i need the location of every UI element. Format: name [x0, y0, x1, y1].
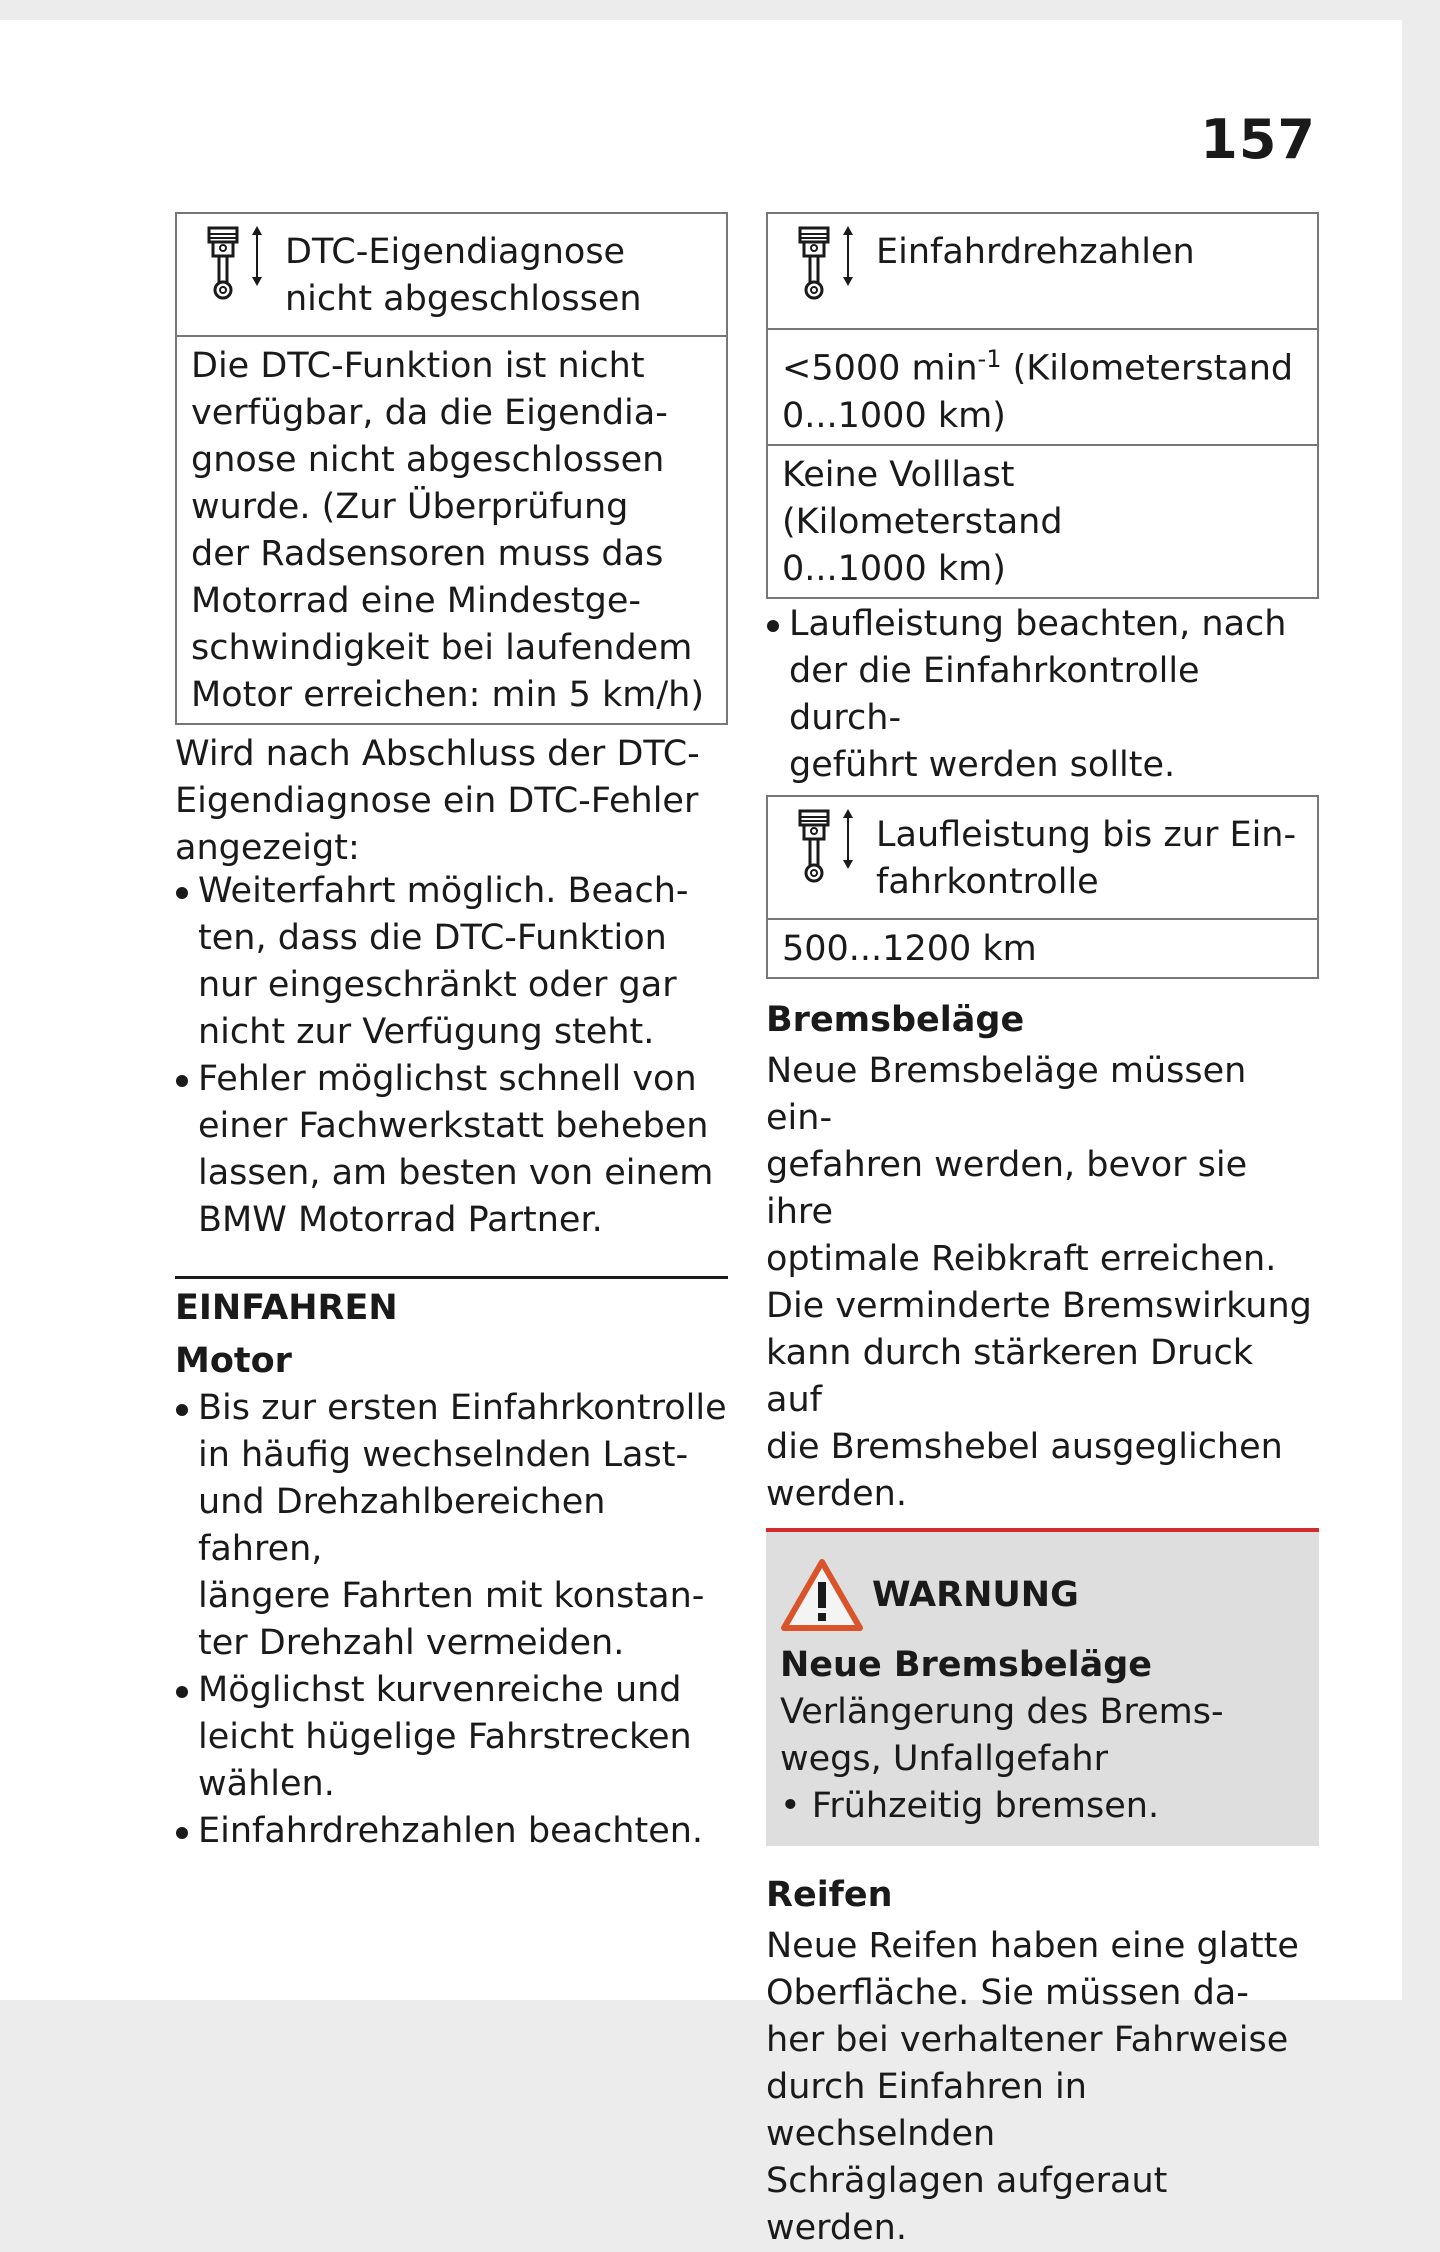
warning-title: WARNUNG	[872, 1574, 1079, 1615]
manual-page	[0, 20, 1402, 2248]
warning-header	[780, 1558, 1305, 1632]
bullet-line: nur eingeschränkt oder gar	[198, 965, 677, 1005]
dtc-body-line: verfügbar, da die Eigendia-	[191, 393, 668, 433]
paragraph-line: Schräglagen aufgeraut werden.	[766, 2160, 1168, 2248]
rpm-row-load	[768, 444, 1317, 597]
bullet-line: in häufig wechselnden Last-	[198, 1435, 689, 1475]
bullet-item	[766, 601, 1319, 789]
dtc-body-line: Die DTC-Funktion ist nicht	[191, 346, 645, 386]
bullet-line: BMW Motorrad Partner.	[198, 1200, 603, 1240]
paragraph-line: optimale Reibkraft erreichen.	[766, 1238, 1277, 1279]
warning-text-line: wegs, Unfallgefahr	[780, 1738, 1108, 1779]
paragraph-line: durch Einfahren in wechselnden	[766, 2066, 1087, 2154]
paragraph-line: die Bremshebel ausgeglichen	[766, 1426, 1283, 1467]
dtc-error-intro	[175, 731, 728, 872]
bullet-line: längere Fahrten mit konstan-	[198, 1576, 705, 1616]
bullet-line: leicht hügelige Fahrstrecken	[198, 1717, 692, 1757]
bullet-line: Fehler möglichst schnell von	[198, 1059, 697, 1099]
dtc-title-line-1: DTC-Eigendiagnose	[285, 232, 626, 272]
section-divider	[175, 1276, 728, 1279]
bullet-line: Weiterfahrt möglich. Beach-	[198, 871, 689, 911]
dtc-body-line: Motor erreichen: min 5 km/h)	[191, 675, 705, 715]
dtc-status-table	[175, 212, 728, 725]
dtc-table-body	[177, 337, 726, 723]
mileage-table-header	[768, 797, 1317, 920]
rpm-table-title: Einfahrdrehzahlen	[876, 232, 1195, 272]
paragraph-line: gefahren werden, bevor sie ihre	[766, 1144, 1248, 1232]
bullet-line: Laufleistung beachten, nach	[789, 603, 1287, 644]
subheading-motor: Motor	[175, 1341, 292, 1381]
rpm-row-limit	[768, 330, 1317, 444]
bullet-line: lassen, am besten von einem	[198, 1153, 714, 1193]
bullet-line: wählen.	[198, 1764, 335, 1804]
mileage-title-line: fahrkontrolle	[876, 861, 1099, 902]
bullet-line: geführt werden sollte.	[789, 744, 1176, 785]
bullet-item	[175, 1667, 728, 1808]
dtc-body-line: der Radsensoren muss das	[191, 534, 664, 574]
dtc-title-line-2: nicht abgeschlossen	[285, 279, 642, 319]
paragraph-line: Neue Bremsbeläge müssen ein-	[766, 1050, 1247, 1138]
rpm-table	[766, 212, 1319, 599]
left-column	[175, 212, 728, 1855]
rpm-row-line	[782, 336, 1305, 393]
tires-paragraph	[766, 1923, 1319, 2252]
bullet-item	[175, 1808, 728, 1855]
bullet-item	[175, 1385, 728, 1667]
section-heading-einfahren: EINFAHREN	[175, 1288, 398, 1328]
bullet-line: Bis zur ersten Einfahrkontrolle	[198, 1388, 727, 1428]
rpm-value: <5000 min	[782, 348, 978, 389]
bullet-line: ter Drehzahl vermeiden.	[198, 1623, 625, 1663]
bullet-line: nicht zur Verfügung steht.	[198, 1012, 655, 1052]
paragraph-line: kann durch stärkeren Druck auf	[766, 1332, 1254, 1420]
bullet-line: Möglichst kurvenreiche und	[198, 1670, 682, 1710]
warning-action: • Frühzeitig bremsen.	[780, 1785, 1160, 1826]
intro-line: Eigendiagnose ein DTC-Fehler	[175, 781, 699, 821]
rpm-row-line: 0...1000 km)	[782, 548, 1006, 589]
rpm-row-line: Keine Volllast (Kilometerstand	[782, 454, 1063, 542]
right-column	[766, 212, 1319, 2252]
rpm-row-line: 0...1000 km)	[782, 395, 1006, 436]
subheading-bremsbelaege: Bremsbeläge	[766, 999, 1025, 1040]
engine-piston-icon	[796, 809, 866, 885]
bullet-line: ten, dass die DTC-Funktion	[198, 918, 667, 958]
dtc-body-line: wurde. (Zur Überprüfung	[191, 487, 629, 527]
warning-box	[766, 1528, 1319, 1846]
rpm-exponent: -1	[977, 345, 1002, 373]
intro-line: angezeigt:	[175, 828, 360, 868]
brakes-paragraph	[766, 1048, 1319, 1518]
engine-piston-icon	[205, 226, 275, 302]
engine-piston-icon	[796, 226, 866, 302]
bullet-line: Einfahrdrehzahlen beachten.	[198, 1811, 704, 1851]
subheading-reifen: Reifen	[766, 1874, 893, 1915]
rpm-table-header	[768, 214, 1317, 330]
dtc-table-header	[177, 214, 726, 337]
paragraph-line: Neue Reifen haben eine glatte	[766, 1925, 1299, 1966]
dtc-body-line: schwindigkeit bei laufendem	[191, 628, 693, 668]
warning-text	[780, 1689, 1305, 1830]
rpm-condition: (Kilometerstand	[1001, 348, 1294, 389]
warning-subtitle: Neue Bremsbeläge	[780, 1644, 1153, 1685]
warning-text-line: Verlängerung des Brems-	[780, 1691, 1224, 1732]
dtc-body-line: gnose nicht abgeschlossen	[191, 440, 665, 480]
mileage-bullet	[766, 601, 1319, 789]
paragraph-line: werden.	[766, 1473, 907, 1514]
page-number: 157	[1200, 108, 1316, 171]
dtc-error-bullets	[175, 868, 728, 1244]
warning-triangle-icon	[780, 1558, 864, 1632]
bullet-item	[175, 1056, 728, 1244]
mileage-table	[766, 795, 1319, 979]
dtc-table-title	[285, 226, 642, 323]
intro-line: Wird nach Abschluss der DTC-	[175, 734, 700, 774]
bullet-line: einer Fachwerkstatt beheben	[198, 1106, 709, 1146]
motor-bullets	[175, 1385, 728, 1855]
bullet-item	[175, 868, 728, 1056]
bullet-line: der die Einfahrkontrolle durch-	[789, 650, 1200, 738]
paragraph-line: Oberfläche. Sie müssen da-	[766, 1972, 1249, 2013]
paragraph-line: her bei verhaltener Fahrweise	[766, 2019, 1289, 2060]
dtc-body-line: Motorrad eine Mindestge-	[191, 581, 641, 621]
paragraph-line: Die verminderte Bremswirkung	[766, 1285, 1312, 1326]
mileage-table-title	[876, 809, 1296, 906]
bullet-line: und Drehzahlbereichen fahren,	[198, 1482, 606, 1569]
mileage-value: 500...1200 km	[782, 928, 1037, 969]
mileage-title-line: Laufleistung bis zur Ein-	[876, 814, 1297, 855]
